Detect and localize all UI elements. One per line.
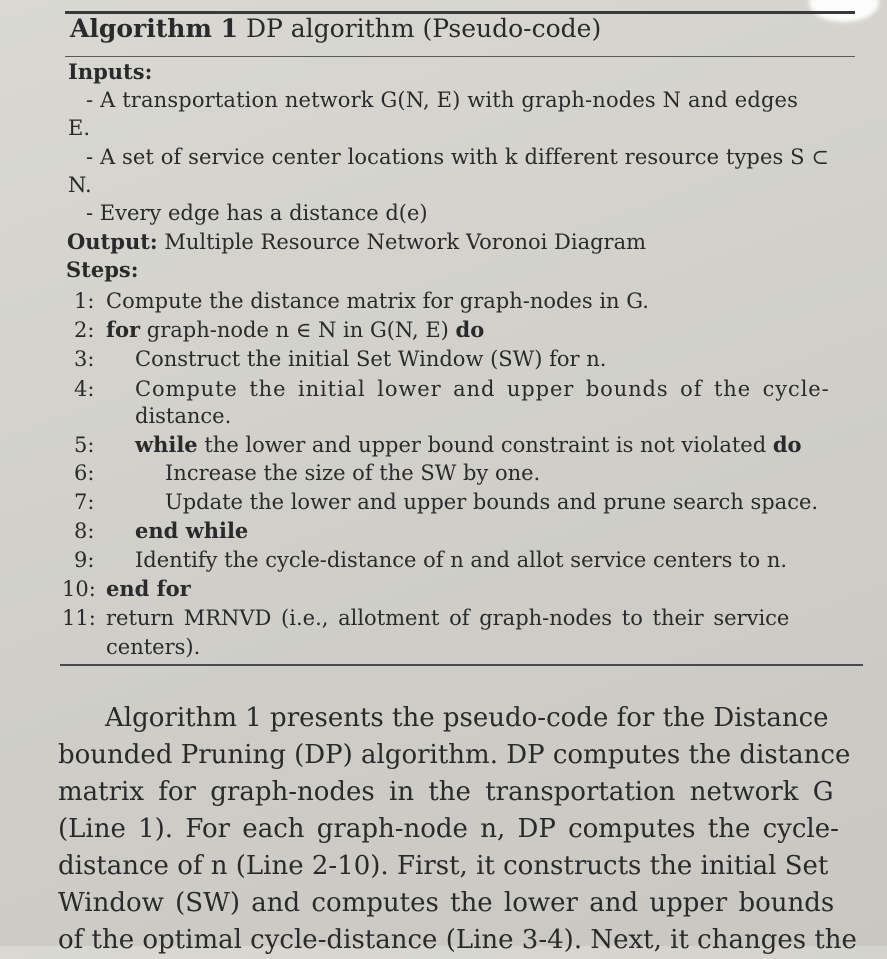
- keyword-do: do: [455, 317, 485, 342]
- step-text: Compute the distance matrix for graph-nodes in G.: [106, 289, 649, 313]
- input-line: - A transportation network G(N, E) with graph-nodes N and edges: [86, 88, 799, 112]
- algorithm-bottom-rule: [60, 664, 863, 666]
- input-line-cont: N.: [68, 173, 92, 197]
- step-number: 1:: [74, 289, 95, 313]
- step-number: 3:: [74, 347, 95, 371]
- step-number: 2:: [74, 318, 95, 342]
- step-number: 5:: [74, 433, 95, 457]
- step-number: 7:: [74, 490, 95, 514]
- step-text: while the lower and upper bound constraint is not violated do: [135, 432, 802, 457]
- steps-heading: Steps:: [66, 257, 139, 282]
- step-text: Compute the initial lower and upper bounds of the cycle-: [135, 377, 830, 401]
- paragraph-line: matrix for graph-nodes in the transportation network G: [58, 777, 834, 807]
- keyword-do: do: [772, 432, 802, 457]
- input-line: - A set of service center locations with k different resource types S ⊂: [86, 145, 830, 169]
- keyword-return: return: [106, 606, 174, 630]
- keyword-end-while: end while: [135, 518, 249, 543]
- step-text: Identify the cycle-distance of n and allot service centers to n.: [135, 548, 788, 572]
- step-text: Update the lower and upper bounds and prune search space.: [165, 490, 819, 514]
- input-line: - Every edge has a distance d(e): [86, 201, 428, 225]
- algorithm-number: Algorithm 1: [70, 14, 238, 43]
- paragraph-line: (Line 1). For each graph-node n, DP computes the cycle-: [58, 814, 839, 844]
- algorithm-name: DP algorithm (Pseudo-code): [245, 14, 602, 43]
- step-text: Construct the initial Set Window (SW) for n.: [135, 347, 607, 371]
- step-text-cont: distance.: [135, 404, 232, 428]
- step-text: for graph-node n ∈ N in G(N, E) do: [106, 317, 485, 342]
- step-number: 11:: [62, 606, 96, 630]
- step-text: return MRNVD (i.e., allotment of graph-nodes to their service: [106, 606, 790, 630]
- step-number: 8:: [74, 519, 95, 543]
- paragraph-line: distance of n (Line 2-10). First, it constructs the initial Set: [58, 851, 829, 881]
- output-line: [67, 229, 646, 255]
- keyword-for: for: [106, 317, 141, 342]
- paragraph-line: Window (SW) and computes the lower and upper bounds: [58, 888, 835, 918]
- keyword-while: while: [135, 432, 198, 457]
- step-number: 6:: [74, 461, 95, 485]
- paragraph-line: bounded Pruning (DP) algorithm. DP computes the distance: [58, 740, 851, 770]
- paragraph-line: Algorithm 1 presents the pseudo-code for the Distance: [105, 703, 829, 733]
- step-number: 4:: [74, 377, 95, 401]
- output-heading: Output:: [67, 229, 158, 254]
- step-text-cont: centers).: [106, 635, 201, 659]
- inputs-heading: Inputs:: [68, 59, 153, 84]
- algorithm-caption: [70, 14, 601, 43]
- step-number: 9:: [74, 548, 95, 572]
- step-text: Increase the size of the SW by one.: [165, 461, 541, 485]
- output-text: Multiple Resource Network Voronoi Diagram: [164, 230, 647, 254]
- step-number: 10:: [62, 577, 96, 601]
- input-line-cont: E.: [68, 116, 91, 140]
- keyword-end-for: end for: [106, 576, 191, 601]
- algorithm-caption-rule: [65, 56, 855, 57]
- paragraph-line: of the optimal cycle-distance (Line 3-4). Next, it changes the: [58, 925, 857, 955]
